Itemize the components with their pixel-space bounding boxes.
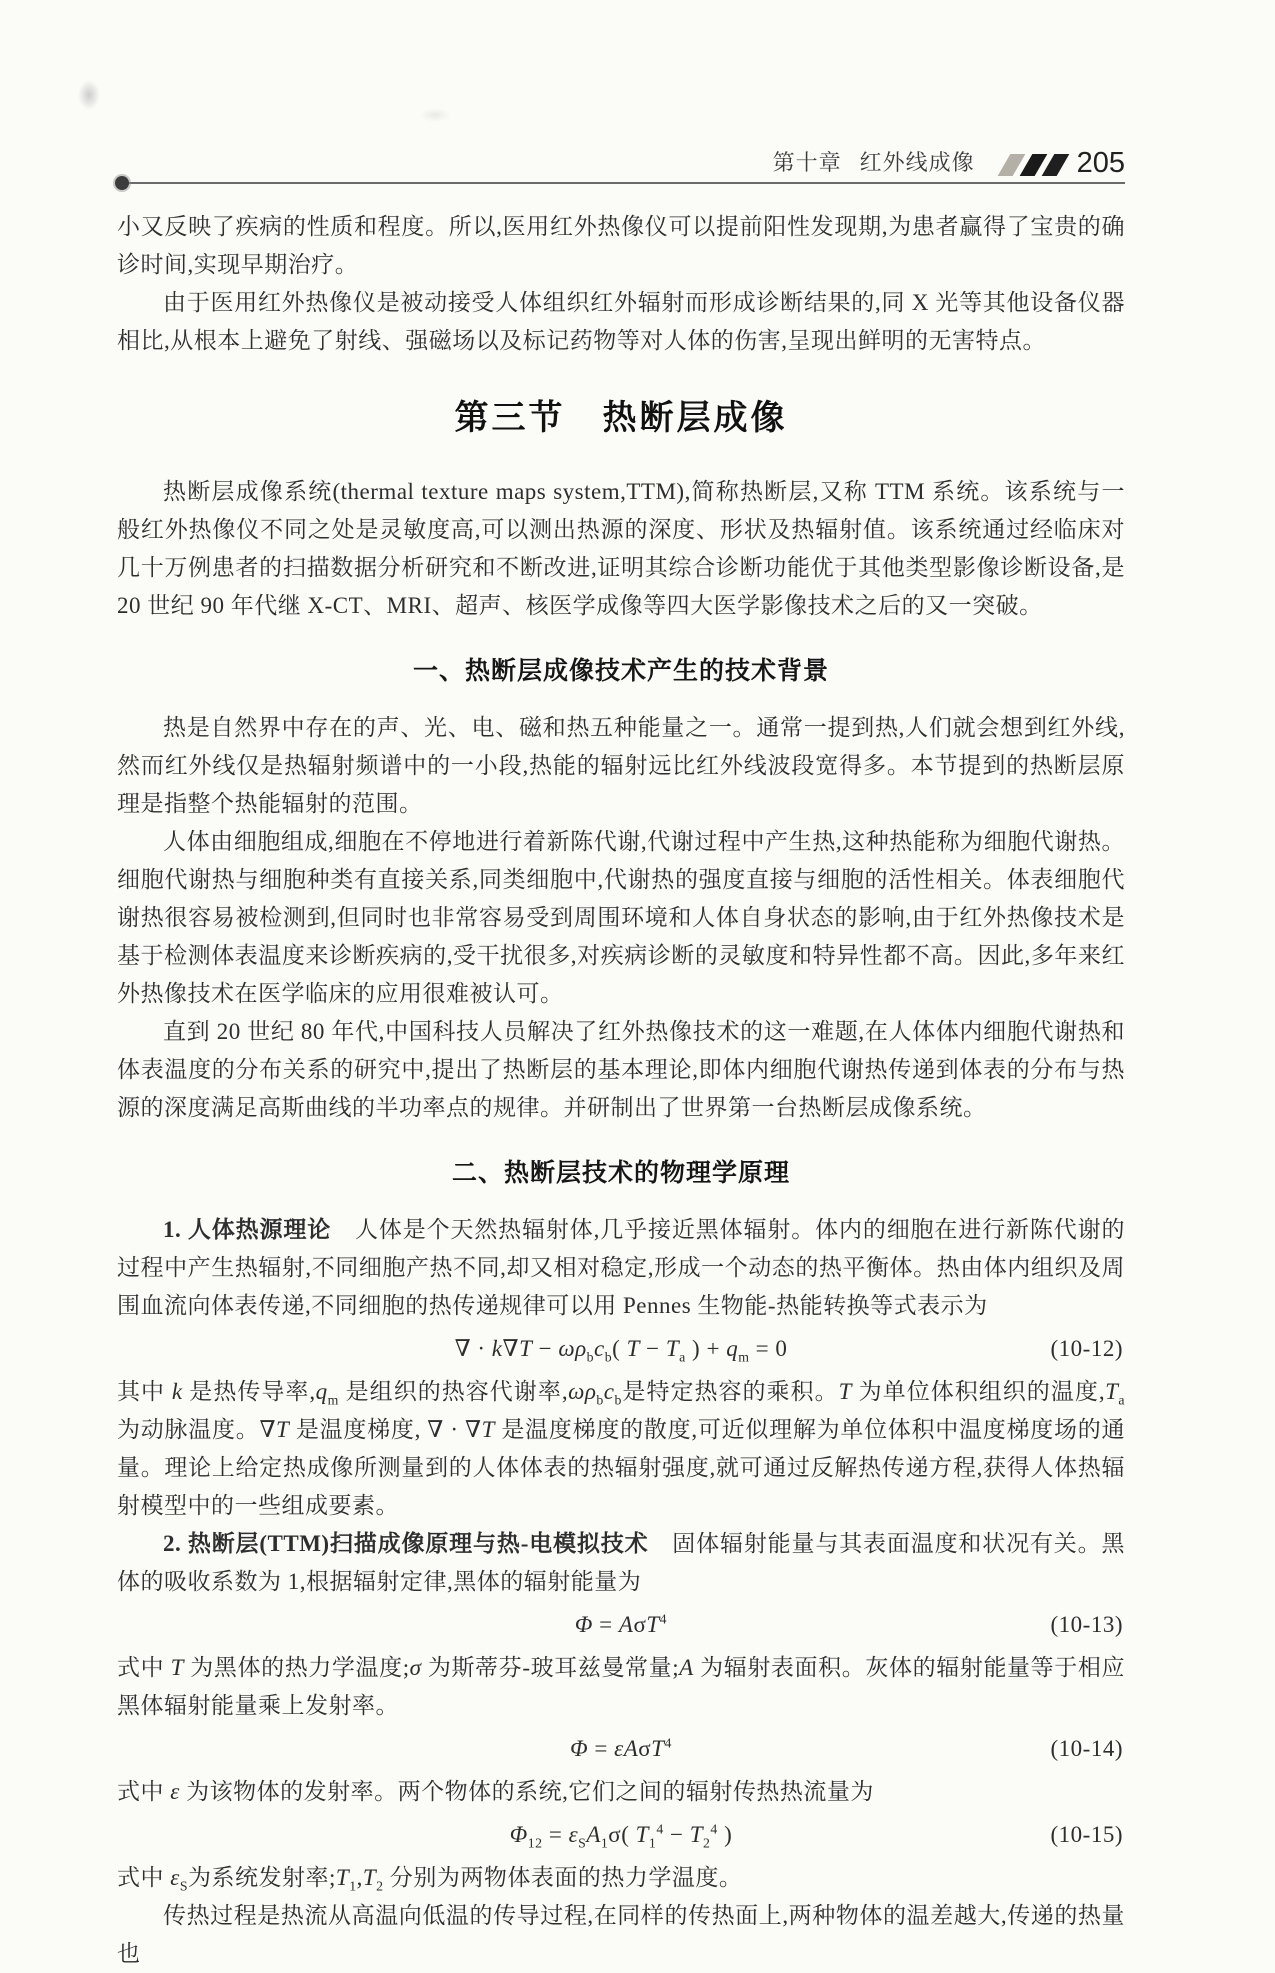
paragraph-intro-2: 由于医用红外热像仪是被动接受人体组织红外辐射而形成诊断结果的,同 X 光等其他设备仪器相比,从根本上避免了射线、强磁场以及标记药物等对人体的伤害,呈现出鲜明的无害特点。 [117, 290, 1125, 353]
chapter-title: 红外线成像 [859, 150, 975, 175]
paragraph-ttm-scan-principle: 2. 热断层(TTM)扫描成像原理与热-电模拟技术 固体辐射能量与其表面温度和状况有关。黑体的吸收系数为 1,根据辐射定律,黑体的辐射能量为 [117, 1531, 1126, 1594]
chapter-label: 第十章 [772, 150, 842, 175]
equation-formula: Φ = AσT$^4$ [574, 1611, 668, 1637]
equation-formula: Φ = εAσT$^4$ [570, 1735, 672, 1761]
equation-10-13 [117, 1605, 1125, 1645]
equation-formula: ∇ · $k\nabla T - \omega\rho_bc_b$( $T - T_a$ ) + $q_m = 0$ [454, 1336, 788, 1365]
running-head [773, 146, 975, 180]
page-number: 205 [1076, 147, 1125, 179]
subheading-background: 一、热断层成像技术产生的技术背景 [412, 658, 829, 685]
equation-number: (10-13) [1050, 1612, 1123, 1637]
section-title: 第三节 热断层成像 [454, 399, 788, 437]
subheading-physics: 二、热断层技术的物理学原理 [451, 1160, 790, 1187]
paragraph-heat-energy: 热是自然界中存在的声、光、电、磁和热五种能量之一。通常一提到热,人们就会想到红外线,然而红外线仅是热辐射频谱中的一小段,热能的辐射远比红外线波段宽得多。本节提到的热断层原理是指整个热能辐射的范围。 [117, 715, 1125, 816]
equation-formula: $\Phi_{12} = \varepsilon_SA_1\sigma$( $T_1^4 - T_2^4$ ) [509, 1821, 733, 1851]
equation-number: (10-14) [1050, 1736, 1123, 1761]
scan-artifact [78, 80, 100, 110]
equation-10-14 [117, 1729, 1125, 1769]
paragraph-cell-metabolism: 人体由细胞组成,细胞在不停地进行着新陈代谢,代谢过程中产生热,这种热能称为细胞代谢热。细胞代谢热与细胞种类有直接关系,同类细胞中,代谢热的强度直接与细胞的活性相关。体表细胞代谢热很容易被检测到,但同时也非常容易受到周围环境和人体自身状态的影响,由于红外热像技术是基于检测体表温度来诊断疾病的,受干扰很多,对疾病诊断的灵敏度和特异性都不高。因此,多年来红外热像技术在医学临床的应用很难被认可。 [117, 829, 1125, 1006]
equation-number: (10-12) [1050, 1336, 1123, 1361]
slanted-bars-icon [997, 154, 1063, 176]
paragraph-pennes-terms: 其中 k 是热传导率$,q_m$ 是组织的热容代谢率$,\omega\rho_bc_b$是特定热容的乘积。T 为单位体积组织的温度$,T_a$ 为动脉温度。∇T 是温度梯度, ∇ · ∇T 是温度梯度的散度,可近似理解为单位体积中温度梯度场的通量。理论上给定热成像所测量到的人体体表的热辐射强度,就可通过反解热传递方程,获得人体热辐射模型中的一些组成要素。 [117, 1379, 1126, 1518]
equation-10-15 [117, 1815, 1125, 1855]
page-header [117, 146, 1125, 184]
paragraph-heat-transfer: 传热过程是热流从高温向低温的传导过程,在同样的传热面上,两种物体的温差越大,传递的热量也 [117, 1903, 1125, 1966]
equation-10-12 [117, 1329, 1125, 1369]
paragraph-intro-continuation: 小又反映了疾病的性质和程度。所以,医用红外热像仪可以提前阳性发现期,为患者赢得了宝贵的确诊时间,实现早期治疗。 [117, 214, 1125, 277]
paragraph-human-heat-source: 1. 人体热源理论 人体是个天然热辐射体,几乎接近黑体辐射。体内的细胞在进行新陈代谢的过程中产生热辐射,不同细胞产热不同,却又相对稳定,形成一个动态的热平衡体。热由体内组织及周围血流向体表传递,不同细胞的热传递规律可以用 Pennes 生物能-热能转换等式表示为 [117, 1217, 1126, 1318]
paragraph-emissivity: 式中 ε 为该物体的发射率。两个物体的系统,它们之间的辐射传热热流量为 [117, 1779, 874, 1804]
equation-number: (10-15) [1050, 1822, 1123, 1847]
paragraph-ttm-overview: 热断层成像系统(thermal texture maps system,TTM),简称热断层,又称 TTM 系统。该系统与一般红外热像仪不同之处是灵敏度高,可以测出热源的深度、形状及热辐射值。该系统通过经临床对几十万例患者的扫描数据分析研究和不断改进,证明其综合诊断功能优于其他类型影像诊断设备,是 20 世纪 90 年代继 X-CT、MRI、超声、核医学成像等四大医学影像技术之后的又一突破。 [117, 479, 1125, 618]
paragraph-ttm-theory-origin: 直到 20 世纪 80 年代,中国科技人员解决了红外热像技术的这一难题,在人体体内细胞代谢热和体表温度的分布关系的研究中,提出了热断层的基本理论,即体内细胞代谢热传递到体表的分布与热源的深度满足高斯曲线的半功率点的规律。并研制出了世界第一台热断层成像系统。 [117, 1019, 1125, 1120]
page-body [117, 208, 1125, 1973]
header-bullet-icon [115, 176, 129, 190]
paragraph-blackbody-terms: 式中 T 为黑体的热力学温度;σ 为斯蒂芬-玻耳兹曼常量;A 为辐射表面积。灰体的辐射能量等于相应黑体辐射能量乘上发射率。 [117, 1655, 1126, 1718]
book-page [117, 0, 1125, 1973]
paragraph-system-emissivity: 式中 $\varepsilon_S$为系统发射率$;T_1,T_2$ 分别为两物体表面的热力学温度。 [117, 1865, 743, 1894]
